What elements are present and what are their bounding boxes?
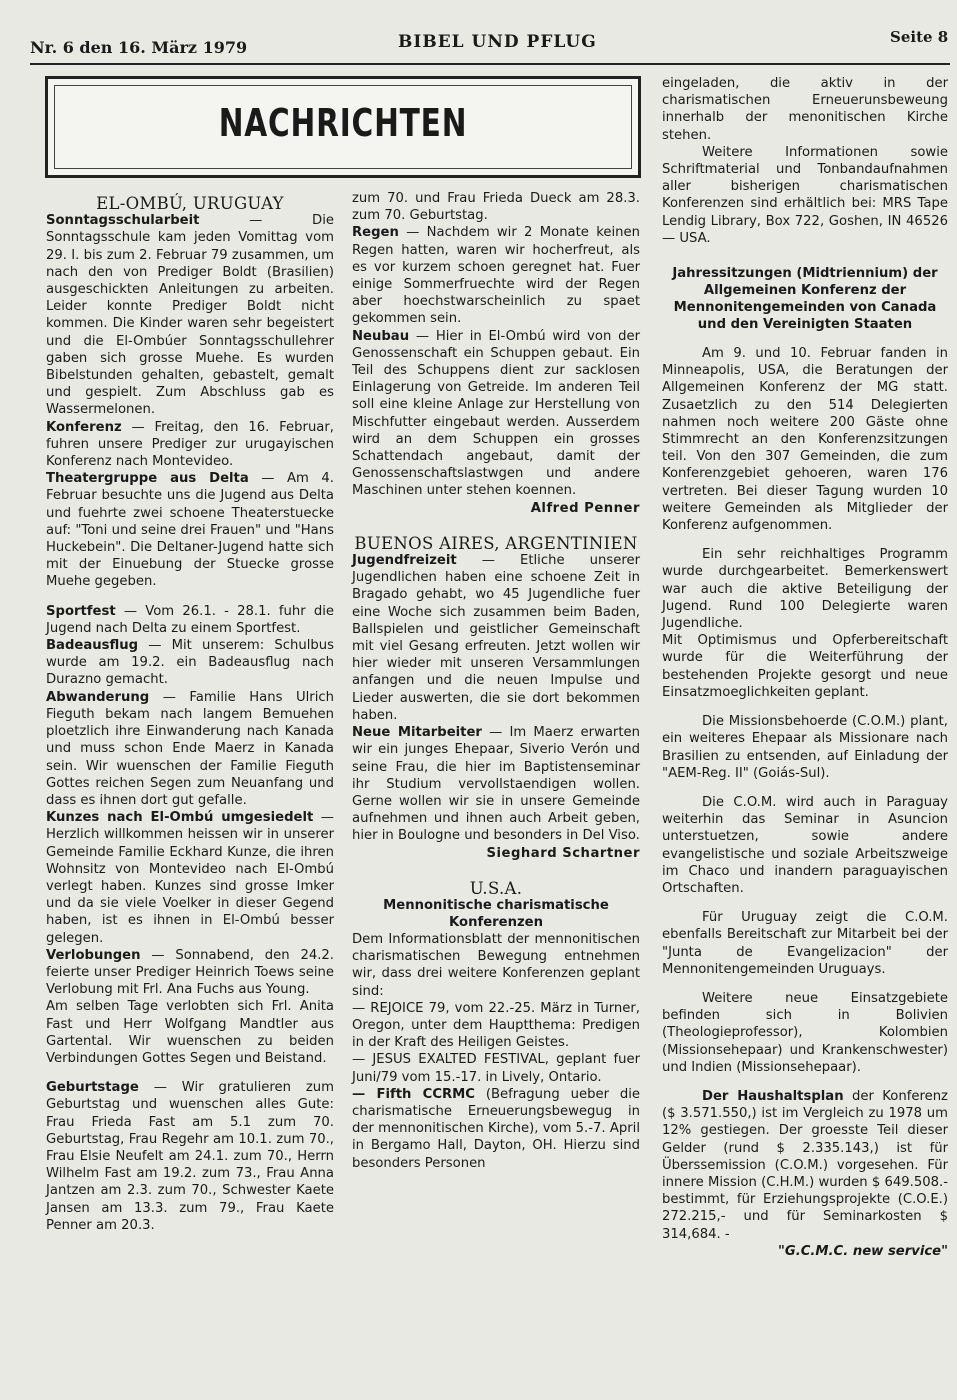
spacer	[662, 897, 948, 909]
keyword: Badeausflug	[46, 638, 139, 654]
paragraph-text: — Am 4. Februar besuchte uns die Jugend aus Delta und fuehrte zwei schoene Theaterstuecke auf: "Toni und seine drei Frauen" und "Hans Huckebein". Die Deltaner-Jugend hatte sich mit der Einuebung der Stuecke grosse Muehe gegeben.	[46, 471, 334, 590]
article-paragraph	[352, 328, 640, 500]
keyword: Jugendfreizeit	[352, 553, 457, 569]
paragraph-text: — Etliche unserer Jugendlichen haben eine schoene Zeit in Bragado gehabt, wo 45 Jugendliche fuer eine Woche sich zusammen beim Baden, Ballspielen und geistlicher Gemeinschaft mit viel Gesang erfreuten. Jetzt wollen wir hier wieder mit unseren Versammlungen anfangen und die neuen Impulse und Lieder auswerten, die sie dort bekommen haben.	[352, 553, 640, 723]
paragraph-text: — Wir gratulieren zum Geburtstag und wuenschen alles Gute: Frau Frieda Fast am 5.1 zum 70. Geburtstag, Frau Regehr am 10.1. zum 70., Frau Elsie Neufelt am 24.1. zum 70., Herrn Wilhelm Fast am 19.2. zum 73., Frau Anna Jantzen am 2.3. zum 70., Schwester Kaete Jansen am 13.3. zum 79., Frau Kaete Penner am 20.3.	[46, 1080, 334, 1233]
header-rule	[30, 63, 950, 65]
spacer	[662, 978, 948, 990]
paragraph-text: — Familie Hans Ulrich Fieguth bekam nach langem Bemuehen ploetzlich ihre Einwanderung nach Kanada und muss schon Ende Maerz in Kanada sein. Wir wuenschen der Familie Fieguth Gottes reichen Segen zum Neuanfang und dass es ihnen dort gut gefalle.	[46, 689, 334, 808]
article-paragraph	[352, 224, 640, 327]
paragraph-text: — Im Maerz erwarten wir ein junges Ehepaar, Siverio Verón und seine Frau, die hier im Baptistenseminar ihr Studium vervollstaendigen wollen. Gerne wollen wir sie in unsere Gemeinde aufnehmen und ihnen auch Arbeit geben, hier in Boulogne und besonders in Del Viso.	[352, 725, 640, 844]
spacer	[662, 1076, 948, 1088]
article-paragraph	[46, 689, 334, 809]
section-heading-usa: U.S.A.	[469, 878, 523, 898]
spacer	[662, 534, 948, 546]
spacer	[46, 1067, 334, 1079]
article-paragraph: Weitere neue Einsatzgebiete befinden sich in Bolivien (Theologieprofessor), Kolombien (Missionsehepaar) und Krankenschwester) und Indien (Missionsehepaar).	[662, 990, 948, 1075]
article-paragraph	[46, 809, 334, 947]
article-paragraph	[46, 419, 334, 471]
keyword: Theatergruppe aus Delta	[46, 471, 249, 487]
banner-title: NACHRICHTEN	[218, 101, 468, 145]
keyword: Kunzes nach El-Ombú umgesiedelt	[46, 810, 314, 826]
article-paragraph: Weitere Informationen sowie Schriftmaterial und Tonbandaufnahmen aller bisherigen charismatischen Konferenzen sind erhältlich bei: MRS Tape Lendig Library, Box 722, Goshen, IN 46526 — USA.	[662, 144, 948, 246]
paragraph-text: (Befragung ueber die charismatische Erneuerungsbewegug in der mennonitischen Kirche), vom 5.-7. April in Bergamo Hall, Dayton, OH. Hierzu sind besonders Personen	[352, 1086, 641, 1171]
article-paragraph	[46, 637, 334, 689]
article-paragraph: Am 9. und 10. Februar fanden in Minneapolis, USA, die Beratungen der Allgemeinen Konferenz der MG statt. Zusaetzlich zu den 514 Delegierten nahmen noch weitere 200 Gäste ohne Stimmrecht an den Konferenzsitzungen teil. Von den 307 Gemeinden, die zum Konferenzgebiet gehoeren, waren 176 vertreten. Bei dieser Tagung wurden 10 weitere Gemeinden als Mitglieder der Konferenz aufgenommen.	[662, 346, 948, 534]
keyword: Konferenz	[46, 419, 122, 435]
paragraph-text: — Mit unserem: Schulbus wurde am 19.2. ein Badeausflug nach Durazno gemacht.	[46, 638, 334, 688]
section-banner	[45, 76, 641, 178]
paragraph-text: — Herzlich willkommen heissen wir in unserer Gemeinde Familie Eckhard Kunze, die ihren Wohnsitz von Montevideo nach El-Ombú verlegt haben. Kunzes sind grosse Imker und da sie viele Voelker in dieser Gegend haben, ist es ihnen in El-Ombú besser gelegen.	[46, 810, 334, 946]
paragraph-text: — Nachdem wir 2 Monate keinen Regen hatten, waren wir hocherfreut, als es vor kurzem schoen geregnet hat. Fuer einige Sommerfruechte wird der Regen aber hoechstwarscheinlich zu spaet gekommen sein.	[352, 225, 640, 327]
section-heading-el-ombu: EL-OMBÚ, URUGUAY	[96, 194, 284, 213]
article-paragraph: Mit Optimismus und Opferbereitschaft wurde für die Weiterführung der bestehenden Projekte gesorgt und neue Einsatzmoeglichkeiten geplant.	[662, 633, 948, 700]
keyword: Abwanderung	[46, 689, 150, 705]
keyword: Sportfest	[46, 603, 116, 619]
keyword: Neubau	[352, 328, 410, 344]
article-paragraph	[662, 1088, 948, 1243]
spacer	[352, 862, 640, 880]
article-paragraph	[46, 470, 334, 590]
author-signature: Sieghard Schartner	[486, 845, 640, 861]
paragraph-text: — Die Sonntagsschule kam jeden Vomittag vom 29. I. bis zum 2. Februar 79 zusammen, um nach den von Prediger Boldt (Brasilien) ausgeschickten Anleitungen zu arbeiten. Leider konnte Prediger Boldt nicht kommen. Die Kinder waren sehr begeistert und die El-Ombúer Sonntagsschullehrer gaben sich grosse Muehe. Es wurden Bibelstunden gehalten, gebastelt, gemalt und gespielt. Zum Abschluss gab es Wassermelonen.	[46, 213, 334, 418]
article-paragraph: eingeladen, die aktiv in der charismatischen Erneuerunsbeweung innerhalb der menonitischen Kirche stehen.	[662, 76, 948, 143]
author-signature: Alfred Penner	[530, 500, 640, 516]
article-paragraph: Dem Informationsblatt der mennonitischen charismatischen Bewegung entnehmen wir, dass drei weitere Konferenzen geplant sind:	[352, 931, 640, 999]
article-paragraph: Die C.O.M. wird auch in Paraguay weiterhin das Seminar in Asuncion unterstuetzen, sowie andere evangelistische und soziale Arbeitszweige im Chaco und inandern paraguayischen Ortschaften.	[662, 794, 948, 896]
spacer	[662, 782, 948, 794]
spacer	[662, 701, 948, 713]
paragraph-text: — Hier in El-Ombú wird von der Genossenschaft ein Schuppen gebaut. Ein Teil des Schuppens dient zur sacklosen Einlagerung von Getreide. Im anderen Teil soll eine kleine Anlage zur Herstellung von Mischfutter eingebaut werden. Ausserdem wird an dem Schuppen ein grosses Schattendach angebaut, damit der Genossenschaftslastwgen und andere Maschinen unter stehen koennen.	[352, 328, 640, 499]
article-paragraph: Ein sehr reichhaltiges Programm wurde durchgearbeitet. Bemerkenswert war auch die aktive Beteiligung der Jugend. Rund 100 Delegierte waren Jugendliche.	[662, 547, 948, 632]
keyword: Sonntagsschularbeit	[46, 213, 200, 229]
spacer	[662, 247, 948, 265]
source-signature: "G.C.M.C. new service"	[778, 1243, 948, 1259]
column-3	[662, 75, 948, 1260]
keyword: Regen	[352, 225, 399, 241]
article-paragraph	[46, 1079, 334, 1234]
spacer	[352, 517, 640, 535]
article-paragraph	[352, 1086, 640, 1172]
article-paragraph: Für Uruguay zeigt die C.O.M. ebenfalls Bereitschaft zur Mitarbeit bei der "Junta de Evangelizacion" der Mennonitengemeinden Uruguays.	[662, 910, 948, 977]
article-paragraph	[352, 552, 640, 724]
article-paragraph	[46, 212, 334, 418]
paragraph-text: — Vom 26.1. - 28.1. fuhr die Jugend nach Delta zu einem Sportfest.	[46, 603, 334, 636]
article-paragraph: — JESUS EXALTED FESTIVAL, geplant fuer Juni/79 vom 15.-17. in Lively, Ontario.	[352, 1052, 640, 1085]
article-paragraph	[46, 603, 334, 637]
spacer	[46, 591, 334, 603]
article-paragraph	[352, 724, 640, 844]
column-2	[352, 190, 640, 1172]
article-paragraph: zum 70. und Frau Frieda Dueck am 28.3. zum 70. Geburtstag.	[352, 191, 640, 224]
paragraph-text: — Freitag, den 16. Februar, fuhren unsere Prediger zur urugayischen Konferenz nach Montevideo.	[46, 419, 334, 470]
paragraph-text: der Konferenz ($ 3.571.550,) ist im Vergleich zu 1978 um 12% gestiegen. Der groesste Teil dieser Gelder (rund $ 2.335.143,) ist für Überssemission (C.O.M.) vorgesehen. Für innere Mission (C.H.M.) wurden $ 649.508.- bestimmt, für Erziehungsprojekte (C.O.E.) 272.215,- und für Seminarkosten $ 314,684. -	[662, 1088, 948, 1242]
section-heading-jahressitzungen: Jahressitzungen (Midtriennium) der Allgemeinen Konferenz der Mennonitengemeinden von Canada und den Vereinigten Staaten	[672, 266, 938, 333]
page-number: Seite 8	[890, 28, 949, 46]
spacer	[662, 333, 948, 345]
publication-name: BIBEL UND PFLUG	[398, 32, 597, 52]
article-paragraph: Die Missionsbehoerde (C.O.M.) plant, ein weiteres Ehepaar als Missionare nach Brasilien zu entsenden, auf Einladung der "AEM-Reg. II" (Goiás-Sul).	[662, 714, 948, 781]
article-paragraph: Am selben Tage verlobten sich Frl. Anita Fast und Herr Wolfgang Mandtler aus Gartental. Wir wuenschen zu beiden Verbindungen Gottes Segen und Beistand.	[46, 999, 334, 1066]
keyword: Neue Mitarbeiter	[352, 725, 482, 741]
article-paragraph	[46, 947, 334, 999]
column-1	[46, 195, 334, 1234]
article-paragraph: — REJOICE 79, vom 22.-25. März in Turner, Oregon, unter dem Hauptthema: Predigen in der Kraft des Heiligen Geistes.	[352, 1000, 640, 1051]
keyword: Verlobungen	[46, 947, 141, 963]
section-heading-buenos-aires: BUENOS AIRES, ARGENTINIEN	[354, 533, 638, 553]
keyword: Geburtstage	[46, 1080, 139, 1096]
keyword: — Fifth CCRMC	[352, 1086, 475, 1102]
issue-label: Nr. 6 den 16. März 1979	[30, 38, 248, 57]
paragraph-text: — Sonnabend, den 24.2. feierte unser Prediger Heinrich Toews seine Verlobung mit Frl. Ana Fuchs aus Young.	[46, 947, 334, 998]
subheading: Mennonitische charismatische Konferenzen	[383, 897, 609, 930]
keyword: Der Haushaltsplan	[702, 1088, 844, 1104]
